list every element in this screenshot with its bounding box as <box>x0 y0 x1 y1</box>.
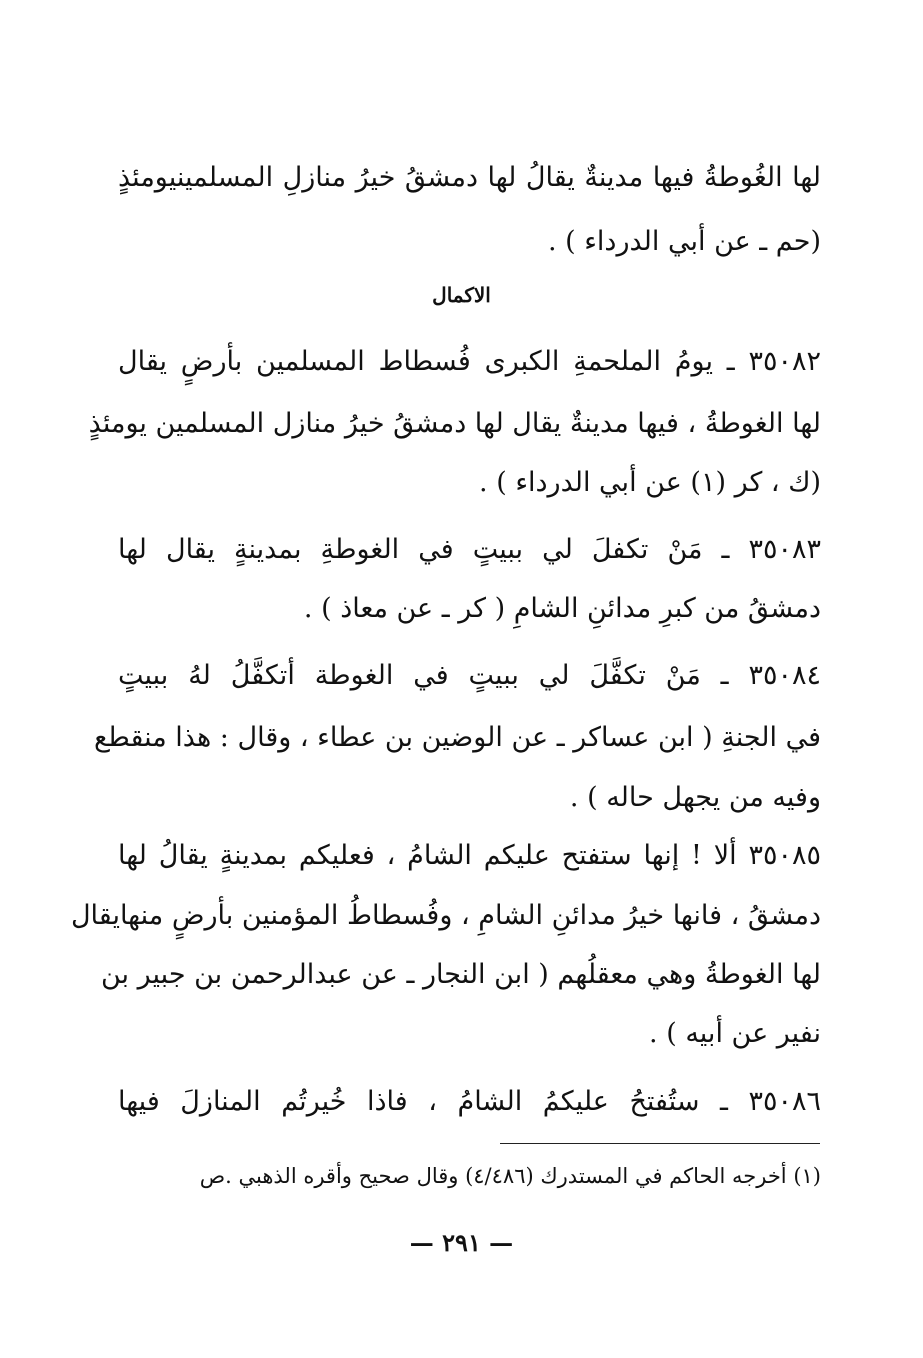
hadith-35085-line-4: نفير عن أبيه ) . <box>649 1018 821 1049</box>
hadith-35084-line-1: ٣٥٠٨٤ ـ مَنْ تكفَّلَ لي ببيتٍ في الغوطة أتكفَّلُ لهُ ببيتٍ <box>118 660 821 691</box>
hadith-35084-line-2: في الجنةِ ( ابن عساكر ـ عن الوضين بن عطاء ، وقال : هذا منقطع <box>93 722 821 753</box>
hadith-35082-line-1: ٣٥٠٨٢ ـ يومُ الملحمةِ الكبرى فُسطاط المسلمين بأرضٍ يقال <box>118 346 821 377</box>
hadith-35085-line-2: دمشقُ ، فانها خيرُ مدائنِ الشامِ ، وفُسطاطُ المؤمنين بأرضٍ منهايقال <box>70 900 821 931</box>
text-line-2: (حم ـ عن أبي الدرداء ) . <box>547 226 821 257</box>
section-heading: الاكمال <box>432 283 491 307</box>
footnote-divider <box>500 1143 820 1144</box>
hadith-35083-line-2: دمشقُ من كبرِ مدائنِ الشامِ ( كر ـ عن معاذ ) . <box>303 593 821 624</box>
footnote: (١) أخرجه الحاكم في المستدرك (٤/٤٨٦) وقال صحيح وأقره الذهبي .ص <box>199 1164 821 1188</box>
hadith-35082-line-3: (ك ، كر (١) عن أبي الدرداء ) . <box>479 467 821 498</box>
hadith-35085-line-3: لها الغوطةُ وهي معقلُهم ( ابن النجار ـ عن عبدالرحمن بن جبير بن <box>100 959 821 990</box>
hadith-35084-line-3: وفيه من يجهل حاله ) . <box>569 782 821 813</box>
hadith-35083-line-1: ٣٥٠٨٣ ـ مَنْ تكفلَ لي ببيتٍ في الغوطةِ بمدينةٍ يقال لها <box>118 534 821 565</box>
hadith-35082-line-2: لها الغوطةُ ، فيها مدينةٌ يقال لها دمشقُ خيرُ منازل المسلمين يومئذٍ <box>88 408 821 439</box>
text-line-1: لها الغُوطةُ فيها مدينةٌ يقالُ لها دمشقُ خيرُ منازلِ المسلمينيومئذٍ <box>118 162 821 193</box>
page-number: — ٢٩١ — <box>409 1228 514 1257</box>
hadith-35085-line-1: ٣٥٠٨٥ ألا ! إنها ستفتح عليكم الشامُ ، فعليكم بمدينةٍ يقالُ لها <box>118 840 821 871</box>
hadith-35086-line-1: ٣٥٠٨٦ ـ ستُفتحُ عليكمُ الشامُ ، فاذا خُيرتُم المنازلَ فيها <box>118 1086 821 1117</box>
